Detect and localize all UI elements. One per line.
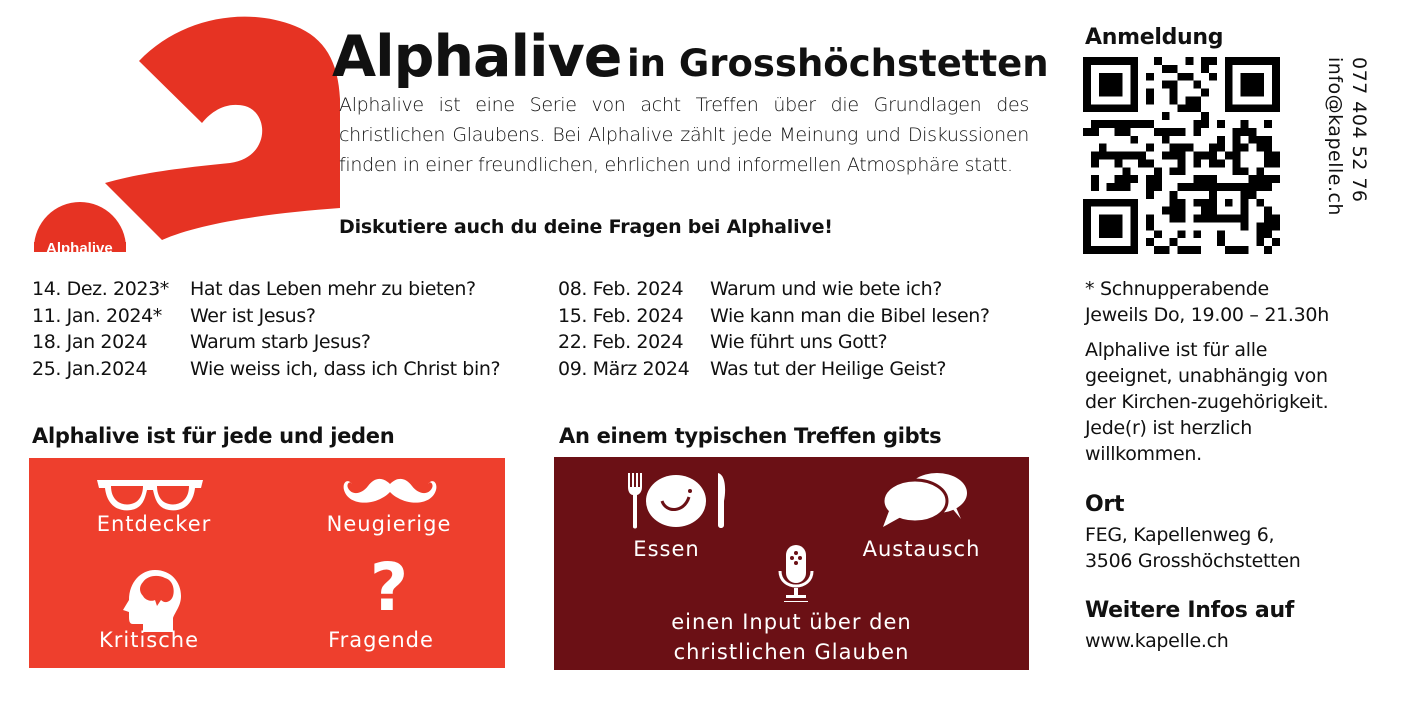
schedule-right bbox=[558, 276, 990, 382]
welcome-line: willkommen. bbox=[1085, 443, 1202, 465]
schedule-topic: Wie führt uns Gott? bbox=[710, 331, 888, 353]
schedule-topic: Wie weiss ich, dass ich Christ bin? bbox=[190, 357, 501, 380]
qr-code-icon[interactable] bbox=[1083, 57, 1280, 254]
contact-vertical bbox=[1320, 55, 1380, 235]
schedule-row bbox=[558, 303, 990, 330]
location-line1: FEG, Kapellenweg 6, bbox=[1085, 524, 1275, 546]
schedule-date: 22. Feb. 2024 bbox=[558, 331, 684, 353]
registration-title: Anmeldung bbox=[1085, 25, 1224, 50]
schedule-row bbox=[558, 276, 990, 303]
tile-label-input bbox=[554, 607, 1029, 667]
schedule-date: 09. März 2024 bbox=[558, 357, 690, 380]
meeting-panel bbox=[554, 457, 1029, 670]
schedule-date: 11. Jan. 2024* bbox=[32, 304, 162, 327]
welcome-line: Jede(r) ist herzlich bbox=[1085, 417, 1252, 439]
schedule-topic: Hat das Leben mehr zu bieten? bbox=[190, 278, 476, 300]
mustache-icon bbox=[342, 474, 438, 508]
schedule-row bbox=[558, 356, 990, 383]
call-to-action: Diskutiere auch du deine Fragen bei Alphalive! bbox=[339, 216, 833, 238]
trial-note: * Schnupperabende bbox=[1085, 278, 1269, 300]
speech-bubbles-icon bbox=[879, 471, 969, 529]
audience-title: Alphalive ist für jede und jeden bbox=[32, 424, 395, 448]
schedule-date: 08. Feb. 2024 bbox=[558, 278, 684, 300]
welcome-line: der Kirchen-zugehörigkeit. bbox=[1085, 391, 1329, 413]
page-title bbox=[332, 24, 1049, 90]
schedule-row bbox=[32, 356, 500, 383]
tile-label-entdecker: Entdecker bbox=[96, 512, 212, 536]
alphalive-logo-question-mark-icon bbox=[30, 8, 340, 273]
schedule-topic: Was tut der Heilige Geist? bbox=[710, 357, 947, 380]
tile-label-input-line1: einen Input über den bbox=[671, 610, 912, 634]
schedule-topic: Warum starb Jesus? bbox=[190, 331, 371, 353]
tile-label-essen: Essen bbox=[633, 537, 700, 561]
head-brain-icon bbox=[121, 568, 183, 632]
schedule-date: 14. Dez. 2023* bbox=[32, 278, 169, 300]
title-sub: in Grosshöchstetten bbox=[626, 42, 1049, 85]
plate-cutlery-icon bbox=[626, 471, 730, 529]
schedule-row bbox=[32, 276, 500, 303]
email-link[interactable]: info@kapelle.ch bbox=[1324, 57, 1346, 216]
more-info-title: Weitere Infos auf bbox=[1085, 598, 1295, 623]
welcome-line: geeignet, unabhängig von bbox=[1085, 365, 1328, 387]
microphone-icon bbox=[776, 543, 816, 605]
website-link[interactable]: www.kapelle.ch bbox=[1085, 630, 1229, 652]
title-main: Alphalive bbox=[332, 24, 622, 90]
phone-number[interactable]: 077 404 52 76 bbox=[1348, 57, 1370, 203]
meeting-title: An einem typischen Treffen gibts bbox=[559, 424, 942, 448]
schedule-row bbox=[32, 303, 500, 330]
tile-label-input-line2: christlichen Glauben bbox=[673, 640, 910, 664]
schedule-left bbox=[32, 276, 500, 382]
schedule-topic: Wer ist Jesus? bbox=[190, 304, 316, 327]
welcome-line: Alphalive ist für alle bbox=[1085, 339, 1268, 361]
meeting-time: Jeweils Do, 19.00 – 21.30h bbox=[1085, 304, 1329, 326]
schedule-date: 18. Jan 2024 bbox=[32, 331, 148, 353]
schedule-date: 25. Jan.2024 bbox=[32, 357, 148, 380]
tile-label-kritische: Kritische bbox=[98, 628, 200, 652]
question-mark-icon: ? bbox=[369, 549, 409, 626]
schedule-topic: Wie kann man die Bibel lesen? bbox=[710, 304, 990, 327]
schedule-row bbox=[32, 329, 500, 356]
location-title: Ort bbox=[1085, 492, 1125, 517]
glasses-icon bbox=[95, 476, 205, 514]
audience-panel bbox=[29, 458, 505, 668]
schedule-date: 15. Feb. 2024 bbox=[558, 304, 684, 327]
alphalive-logo-label: Alphalive bbox=[46, 240, 113, 257]
schedule-topic: Warum und wie bete ich? bbox=[710, 278, 942, 300]
schedule-row bbox=[558, 329, 990, 356]
welcome-text bbox=[1085, 337, 1328, 467]
tile-label-neugierige: Neugierige bbox=[326, 512, 452, 536]
tile-label-fragende: Fragende bbox=[328, 628, 434, 652]
location-line2: 3506 Grosshöchstetten bbox=[1085, 550, 1301, 572]
tile-label-austausch: Austausch bbox=[862, 537, 981, 561]
intro-paragraph: Alphalive ist eine Serie von acht Treffen über die Grundlagen des christlichen Glaubens. Bei Alphalive zählt jede Meinung und Diskussionen finden in einer freundlichen, ehrlichen und informellen Atmosphäre statt. bbox=[339, 94, 1029, 176]
